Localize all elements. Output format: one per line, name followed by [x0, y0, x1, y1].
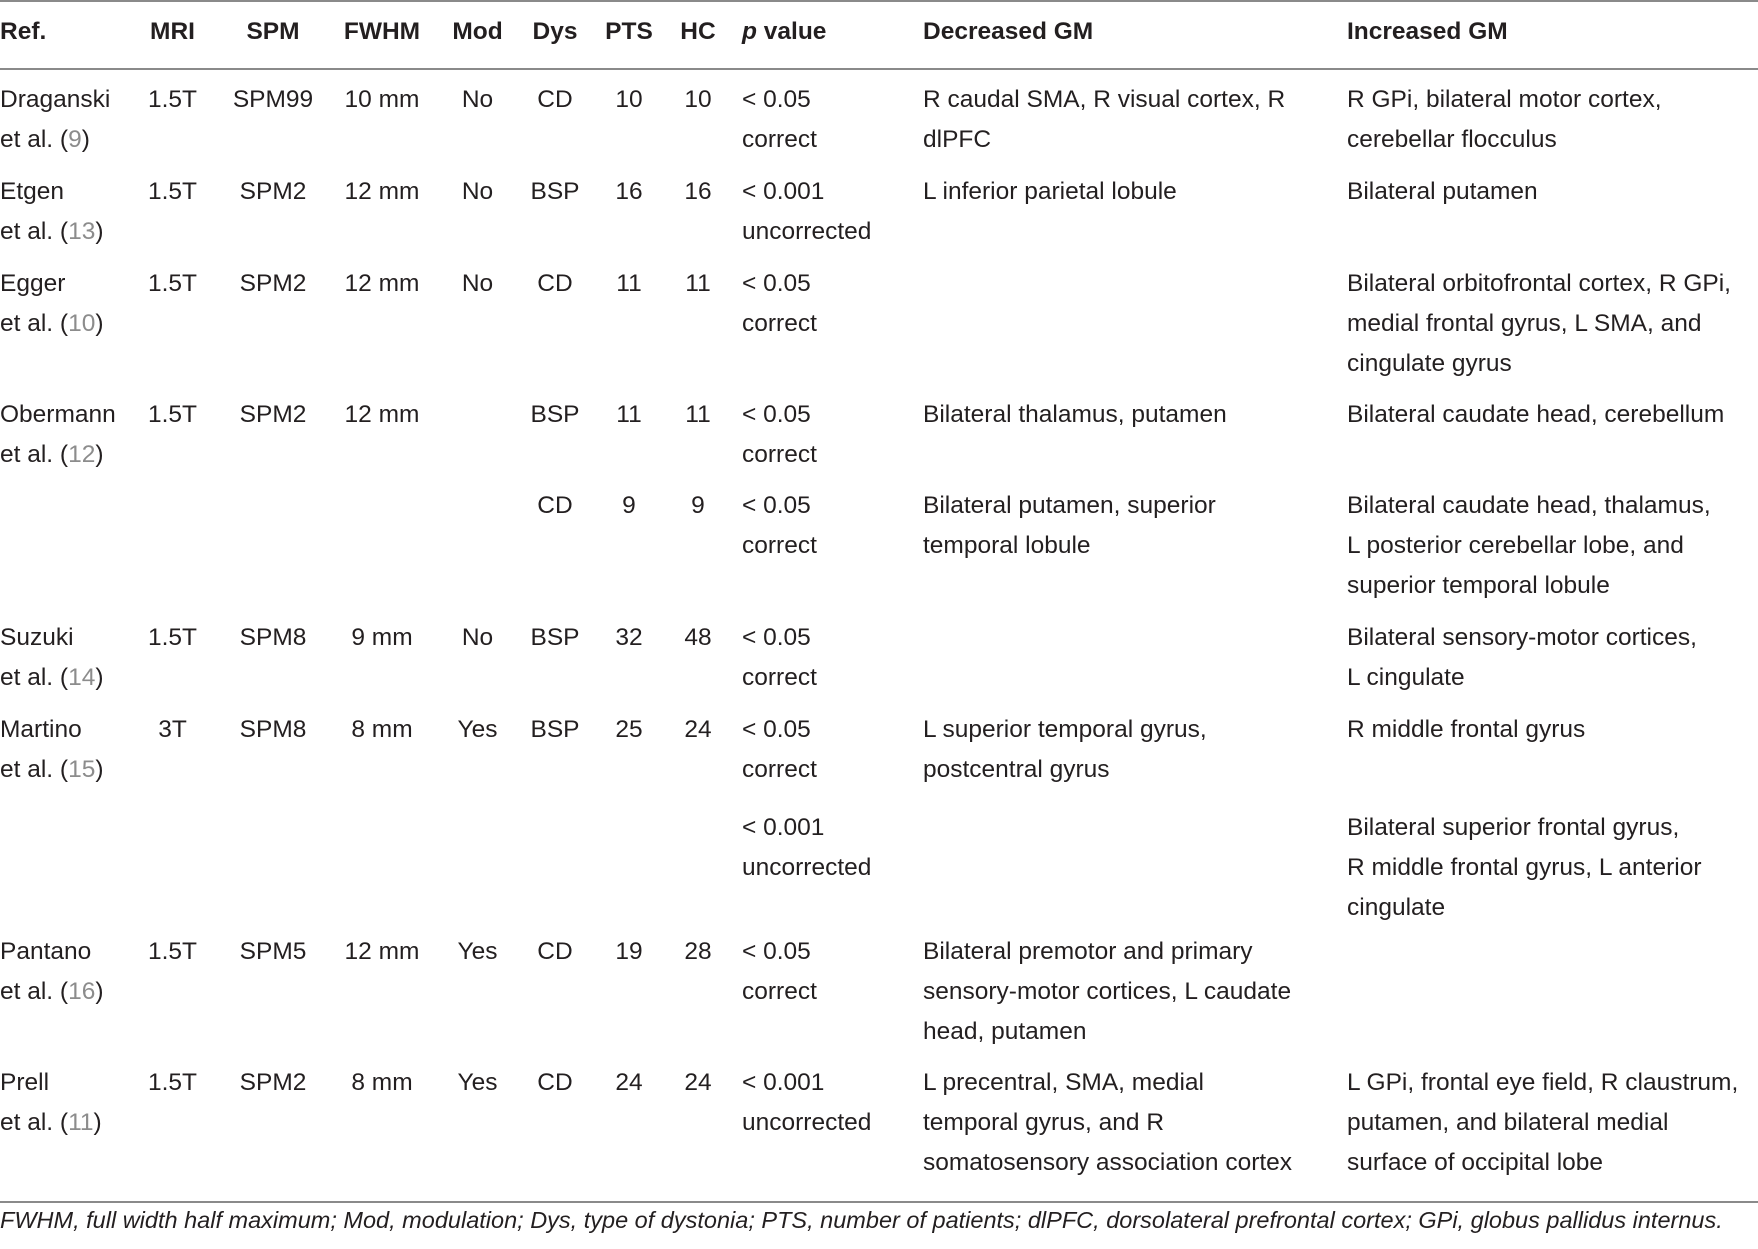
mri-cell: 1.5T — [147, 178, 198, 205]
mri-cell: 1.5T — [147, 270, 198, 297]
spm-cell: SPM8 — [239, 716, 307, 743]
hc-cell: 28 — [684, 938, 712, 965]
p-cell: < 0.05 correct — [742, 270, 817, 337]
ref-close-paren: ) — [95, 218, 104, 245]
fwhm-cell: 12 mm — [344, 178, 420, 205]
dec-cell: L superior temporal gyrus, postcentral gyrus — [923, 716, 1207, 783]
mri-cell: 1.5T — [147, 938, 198, 965]
hc-cell: 11 — [685, 270, 711, 297]
dec-cell: Bilateral putamen, superior temporal lobule — [923, 492, 1216, 559]
ref-cell — [0, 932, 130, 1012]
ref-author: Suzuki — [0, 624, 74, 651]
fwhm-cell: 10 mm — [344, 86, 420, 113]
spm-cell: SPM99 — [232, 86, 314, 113]
dys-cell: BSP — [530, 401, 580, 428]
ref-citation-link[interactable]: 14 — [68, 664, 96, 691]
ref-cell — [0, 1063, 130, 1143]
ref-etal: et al. ( — [0, 1109, 69, 1136]
ref-etal: et al. ( — [0, 978, 69, 1005]
mri-cell: 1.5T — [147, 624, 198, 651]
footnote: FWHM, full width half maximum; Mod, modulation; Dys, type of dystonia; PTS, number of patients; dlPFC, dorsolateral prefrontal cortex; GPi, globus pallidus internus. — [0, 1207, 1723, 1233]
pts-cell: 25 — [615, 716, 643, 743]
ref-author: Pantano — [0, 938, 92, 965]
spm-cell: SPM2 — [239, 178, 307, 205]
header-increased-gm: Increased GM — [1347, 18, 1508, 45]
p-cell: < 0.05 correct — [742, 938, 817, 1005]
inc-cell: Bilateral orbitofrontal cortex, R GPi, medial frontal gyrus, L SMA, and cingulate gyrus — [1347, 270, 1731, 377]
header-ref: Ref. — [0, 18, 47, 45]
ref-citation-link[interactable]: 16 — [68, 978, 96, 1005]
spm-cell: SPM2 — [239, 270, 307, 297]
fwhm-cell: 8 mm — [351, 1069, 413, 1096]
ref-etal: et al. ( — [0, 756, 69, 783]
ref-close-paren: ) — [95, 310, 104, 337]
p-cell: < 0.001 uncorrected — [742, 814, 872, 881]
mod-cell: No — [461, 178, 494, 205]
pts-cell: 19 — [615, 938, 643, 965]
dys-cell: CD — [537, 938, 573, 965]
mri-cell: 3T — [158, 716, 187, 743]
spm-cell: SPM8 — [239, 624, 307, 651]
ref-close-paren: ) — [95, 664, 104, 691]
pts-cell: 10 — [615, 86, 643, 113]
dys-cell: CD — [537, 86, 573, 113]
header-dys: Dys — [532, 18, 578, 45]
ref-cell — [0, 710, 130, 790]
ref-close-paren: ) — [81, 126, 90, 153]
mri-cell: 1.5T — [147, 1069, 198, 1096]
spm-cell: SPM2 — [239, 401, 307, 428]
p-cell: < 0.05 correct — [742, 716, 817, 783]
mri-cell: 1.5T — [147, 401, 198, 428]
ref-cell — [0, 80, 130, 160]
ref-etal: et al. ( — [0, 218, 69, 245]
dys-cell: CD — [537, 492, 573, 519]
fwhm-cell: 8 mm — [351, 716, 413, 743]
fwhm-cell: 12 mm — [344, 401, 420, 428]
header-fwhm: FWHM — [343, 18, 421, 45]
fwhm-cell: 12 mm — [344, 938, 420, 965]
hc-cell: 16 — [684, 178, 712, 205]
inc-cell: Bilateral superior frontal gyrus, R middle frontal gyrus, L anterior cingulate — [1347, 814, 1702, 921]
inc-cell: Bilateral sensory-motor cortices, L cingulate — [1347, 624, 1697, 691]
mod-cell: Yes — [457, 1069, 498, 1096]
p-cell: < 0.05 correct — [742, 492, 817, 559]
inc-cell: R GPi, bilateral motor cortex, cerebellar flocculus — [1347, 86, 1662, 153]
ref-citation-link[interactable]: 10 — [68, 310, 96, 337]
ref-etal: et al. ( — [0, 126, 69, 153]
dec-cell: L precentral, SMA, medial temporal gyrus, and R somatosensory association cortex — [923, 1069, 1293, 1176]
spm-cell: SPM5 — [239, 938, 307, 965]
dec-cell: Bilateral thalamus, putamen — [923, 401, 1227, 428]
mri-cell: 1.5T — [147, 86, 198, 113]
hc-cell: 11 — [685, 401, 711, 428]
inc-cell: Bilateral putamen — [1347, 178, 1538, 205]
dys-cell: BSP — [530, 624, 580, 651]
header-mri: MRI — [150, 18, 195, 45]
dys-cell: BSP — [530, 716, 580, 743]
pts-cell: 11 — [616, 270, 642, 297]
dys-cell: CD — [537, 1069, 573, 1096]
p-cell: < 0.001 uncorrected — [742, 178, 872, 245]
top-rule — [0, 0, 1758, 2]
hc-cell: 24 — [684, 1069, 712, 1096]
dec-cell: L inferior parietal lobule — [923, 178, 1177, 205]
mod-cell: Yes — [457, 716, 498, 743]
header-hc: HC — [680, 18, 716, 45]
p-cell: < 0.05 correct — [742, 624, 817, 691]
ref-author: Obermann — [0, 401, 116, 428]
ref-author: Prell — [0, 1069, 50, 1096]
pts-cell: 16 — [615, 178, 643, 205]
ref-etal: et al. ( — [0, 664, 69, 691]
ref-cell — [0, 618, 130, 698]
ref-cell — [0, 172, 130, 252]
spm-cell: SPM2 — [239, 1069, 307, 1096]
ref-author: Egger — [0, 270, 66, 297]
ref-close-paren: ) — [93, 1109, 102, 1136]
hc-cell: 24 — [684, 716, 712, 743]
pts-cell: 9 — [622, 492, 636, 519]
header-p-italic: p — [742, 18, 757, 45]
ref-citation-link[interactable]: 9 — [68, 126, 82, 153]
hc-cell: 10 — [684, 86, 712, 113]
fwhm-cell: 12 mm — [344, 270, 420, 297]
header-decreased-gm: Decreased GM — [923, 18, 1094, 45]
mod-cell: No — [461, 270, 494, 297]
ref-cell — [0, 395, 130, 475]
hc-cell: 48 — [684, 624, 712, 651]
ref-author: Etgen — [0, 178, 65, 205]
header-rule — [0, 68, 1758, 70]
pts-cell: 24 — [615, 1069, 643, 1096]
mod-cell: No — [461, 624, 494, 651]
mod-cell: No — [461, 86, 494, 113]
hc-cell: 9 — [691, 492, 705, 519]
inc-cell: Bilateral caudate head, cerebellum — [1347, 401, 1725, 428]
ref-etal: et al. ( — [0, 441, 69, 468]
bottom-rule — [0, 1201, 1758, 1203]
ref-author: Martino — [0, 716, 82, 743]
ref-citation-link[interactable]: 11 — [68, 1109, 94, 1136]
dys-cell: BSP — [530, 178, 580, 205]
ref-cell — [0, 264, 130, 344]
ref-etal: et al. ( — [0, 310, 69, 337]
p-cell: < 0.001 uncorrected — [742, 1069, 872, 1136]
header-p-rest: value — [756, 18, 827, 45]
header-pts: PTS — [605, 18, 653, 45]
dec-cell: Bilateral premotor and primary sensory-motor cortices, L caudate head, putamen — [923, 938, 1292, 1045]
inc-cell: Bilateral caudate head, thalamus, L posterior cerebellar lobe, and superior temporal lobule — [1347, 492, 1711, 599]
inc-cell: L GPi, frontal eye field, R claustrum, putamen, and bilateral medial surface of occipital lobe — [1347, 1069, 1739, 1176]
pts-cell: 11 — [616, 401, 642, 428]
ref-citation-link[interactable]: 13 — [68, 218, 96, 245]
inc-cell: R middle frontal gyrus — [1347, 716, 1586, 743]
header-p-value — [742, 12, 826, 52]
p-cell: < 0.05 correct — [742, 401, 817, 468]
dys-cell: CD — [537, 270, 573, 297]
mod-cell: Yes — [457, 938, 498, 965]
ref-close-paren: ) — [95, 756, 104, 783]
ref-close-paren: ) — [95, 441, 104, 468]
ref-citation-link[interactable]: 15 — [68, 756, 96, 783]
fwhm-cell: 9 mm — [351, 624, 413, 651]
header-spm: SPM — [246, 18, 300, 45]
p-cell: < 0.05 correct — [742, 86, 817, 153]
header-mod: Mod — [452, 18, 503, 45]
ref-close-paren: ) — [95, 978, 104, 1005]
dec-cell: R caudal SMA, R visual cortex, R dlPFC — [923, 86, 1286, 153]
ref-author: Draganski — [0, 86, 111, 113]
pts-cell: 32 — [615, 624, 643, 651]
ref-citation-link[interactable]: 12 — [68, 441, 96, 468]
